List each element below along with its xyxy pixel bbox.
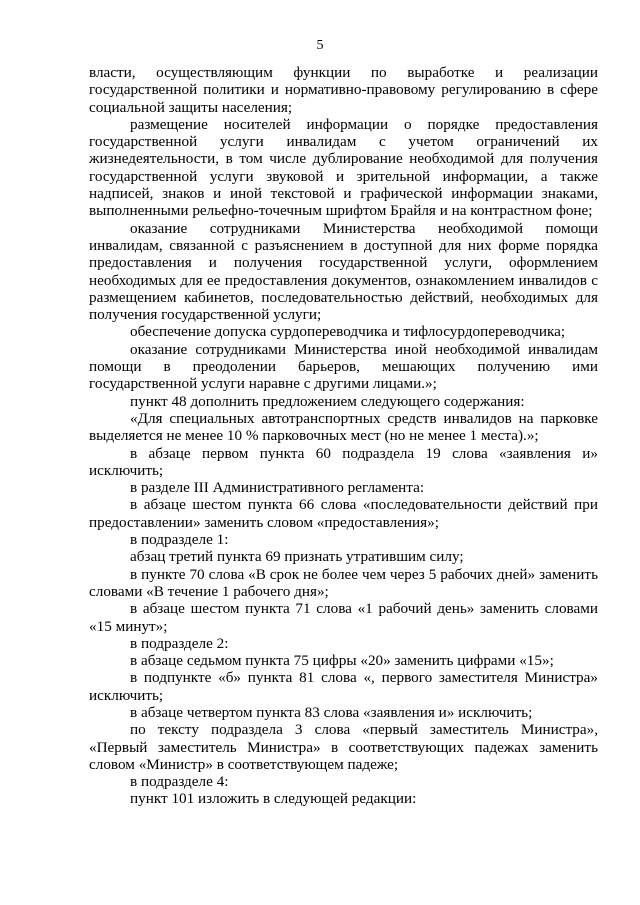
paragraph: в абзаце шестом пункта 66 слова «последовательности действий при предоставлении» заменить словом «предоставления»; xyxy=(89,496,598,531)
paragraph: в подразделе 4: xyxy=(130,773,229,791)
paragraph: обеспечение допуска сурдопереводчика и тифлосурдопереводчика; xyxy=(130,323,566,341)
paragraph: в подразделе 1: xyxy=(130,531,229,549)
page-number: 5 xyxy=(316,38,324,53)
paragraph: оказание сотрудниками Министерства необходимой помощи инвалидам, связанной с разъяснением в доступной для них форме порядка предоставления и получения государственной услуги, оформлением необходимых для ее предоставления документов, ознакомлением инвалидов с размещением кабинетов, последовательностью действий, необходимых для получения государственной услуги; xyxy=(89,219,598,324)
paragraph: в абзаце четвертом пункта 83 слова «заявления и» исключить; xyxy=(130,703,533,721)
paragraph: «Для специальных автотранспортных средств инвалидов на парковке выделяется не менее 10 % парковочных мест (но не менее 1 места).»; xyxy=(89,409,598,445)
paragraph: в пункте 70 слова «В срок не более чем через 5 рабочих дней» заменить словами «В течение 1 рабочего дня»; xyxy=(89,565,598,600)
paragraph: абзац третий пункта 69 признать утратившим силу; xyxy=(130,548,464,566)
paragraph: в абзаце первом пункта 60 подраздела 19 слова «заявления и» исключить; xyxy=(89,444,598,479)
paragraph: в абзаце седьмом пункта 75 цифры «20» заменить цифрами «15»; xyxy=(130,652,554,670)
paragraph: в разделе III Административного регламента: xyxy=(130,479,425,497)
paragraph: оказание сотрудниками Министерства иной необходимой инвалидам помощи в преодолении барьеров, мешающих получению ими государственной услуги наравне с другими лицами.»; xyxy=(89,340,598,393)
paragraph: в подпункте «б» пункта 81 слова «, первого заместителя Министра» исключить; xyxy=(89,669,598,704)
document-body xyxy=(89,64,598,808)
paragraph: пункт 101 изложить в следующей редакции: xyxy=(130,790,417,808)
paragraph: власти, осуществляющим функции по выработке и реализации государственной политики и нормативно-правовому регулированию в сфере социальной защиты населения; xyxy=(89,64,598,116)
paragraph: размещение носителей информации о порядке предоставления государственной услуги инвалидам с учетом ограничений их жизнедеятельности, в том числе дублирование необходимой для получения государственной услуги звуковой и зрительной информации, а также надписей, знаков и иной текстовой и графической информации знаками, выполненными рельефно-точечным шрифтом Брайля и на контрастном фоне; xyxy=(89,115,598,220)
paragraph: пункт 48 дополнить предложением следующего содержания: xyxy=(130,392,525,410)
paragraph: по тексту подраздела 3 слова «первый заместитель Министра», «Первый заместитель Министра» в соответствующих падежах заменить словом «Министр» в соответствующем падеже; xyxy=(89,721,598,773)
paragraph: в абзаце шестом пункта 71 слова «1 рабочий день» заменить словами «15 минут»; xyxy=(89,600,598,635)
paragraph: в подразделе 2: xyxy=(130,634,229,652)
